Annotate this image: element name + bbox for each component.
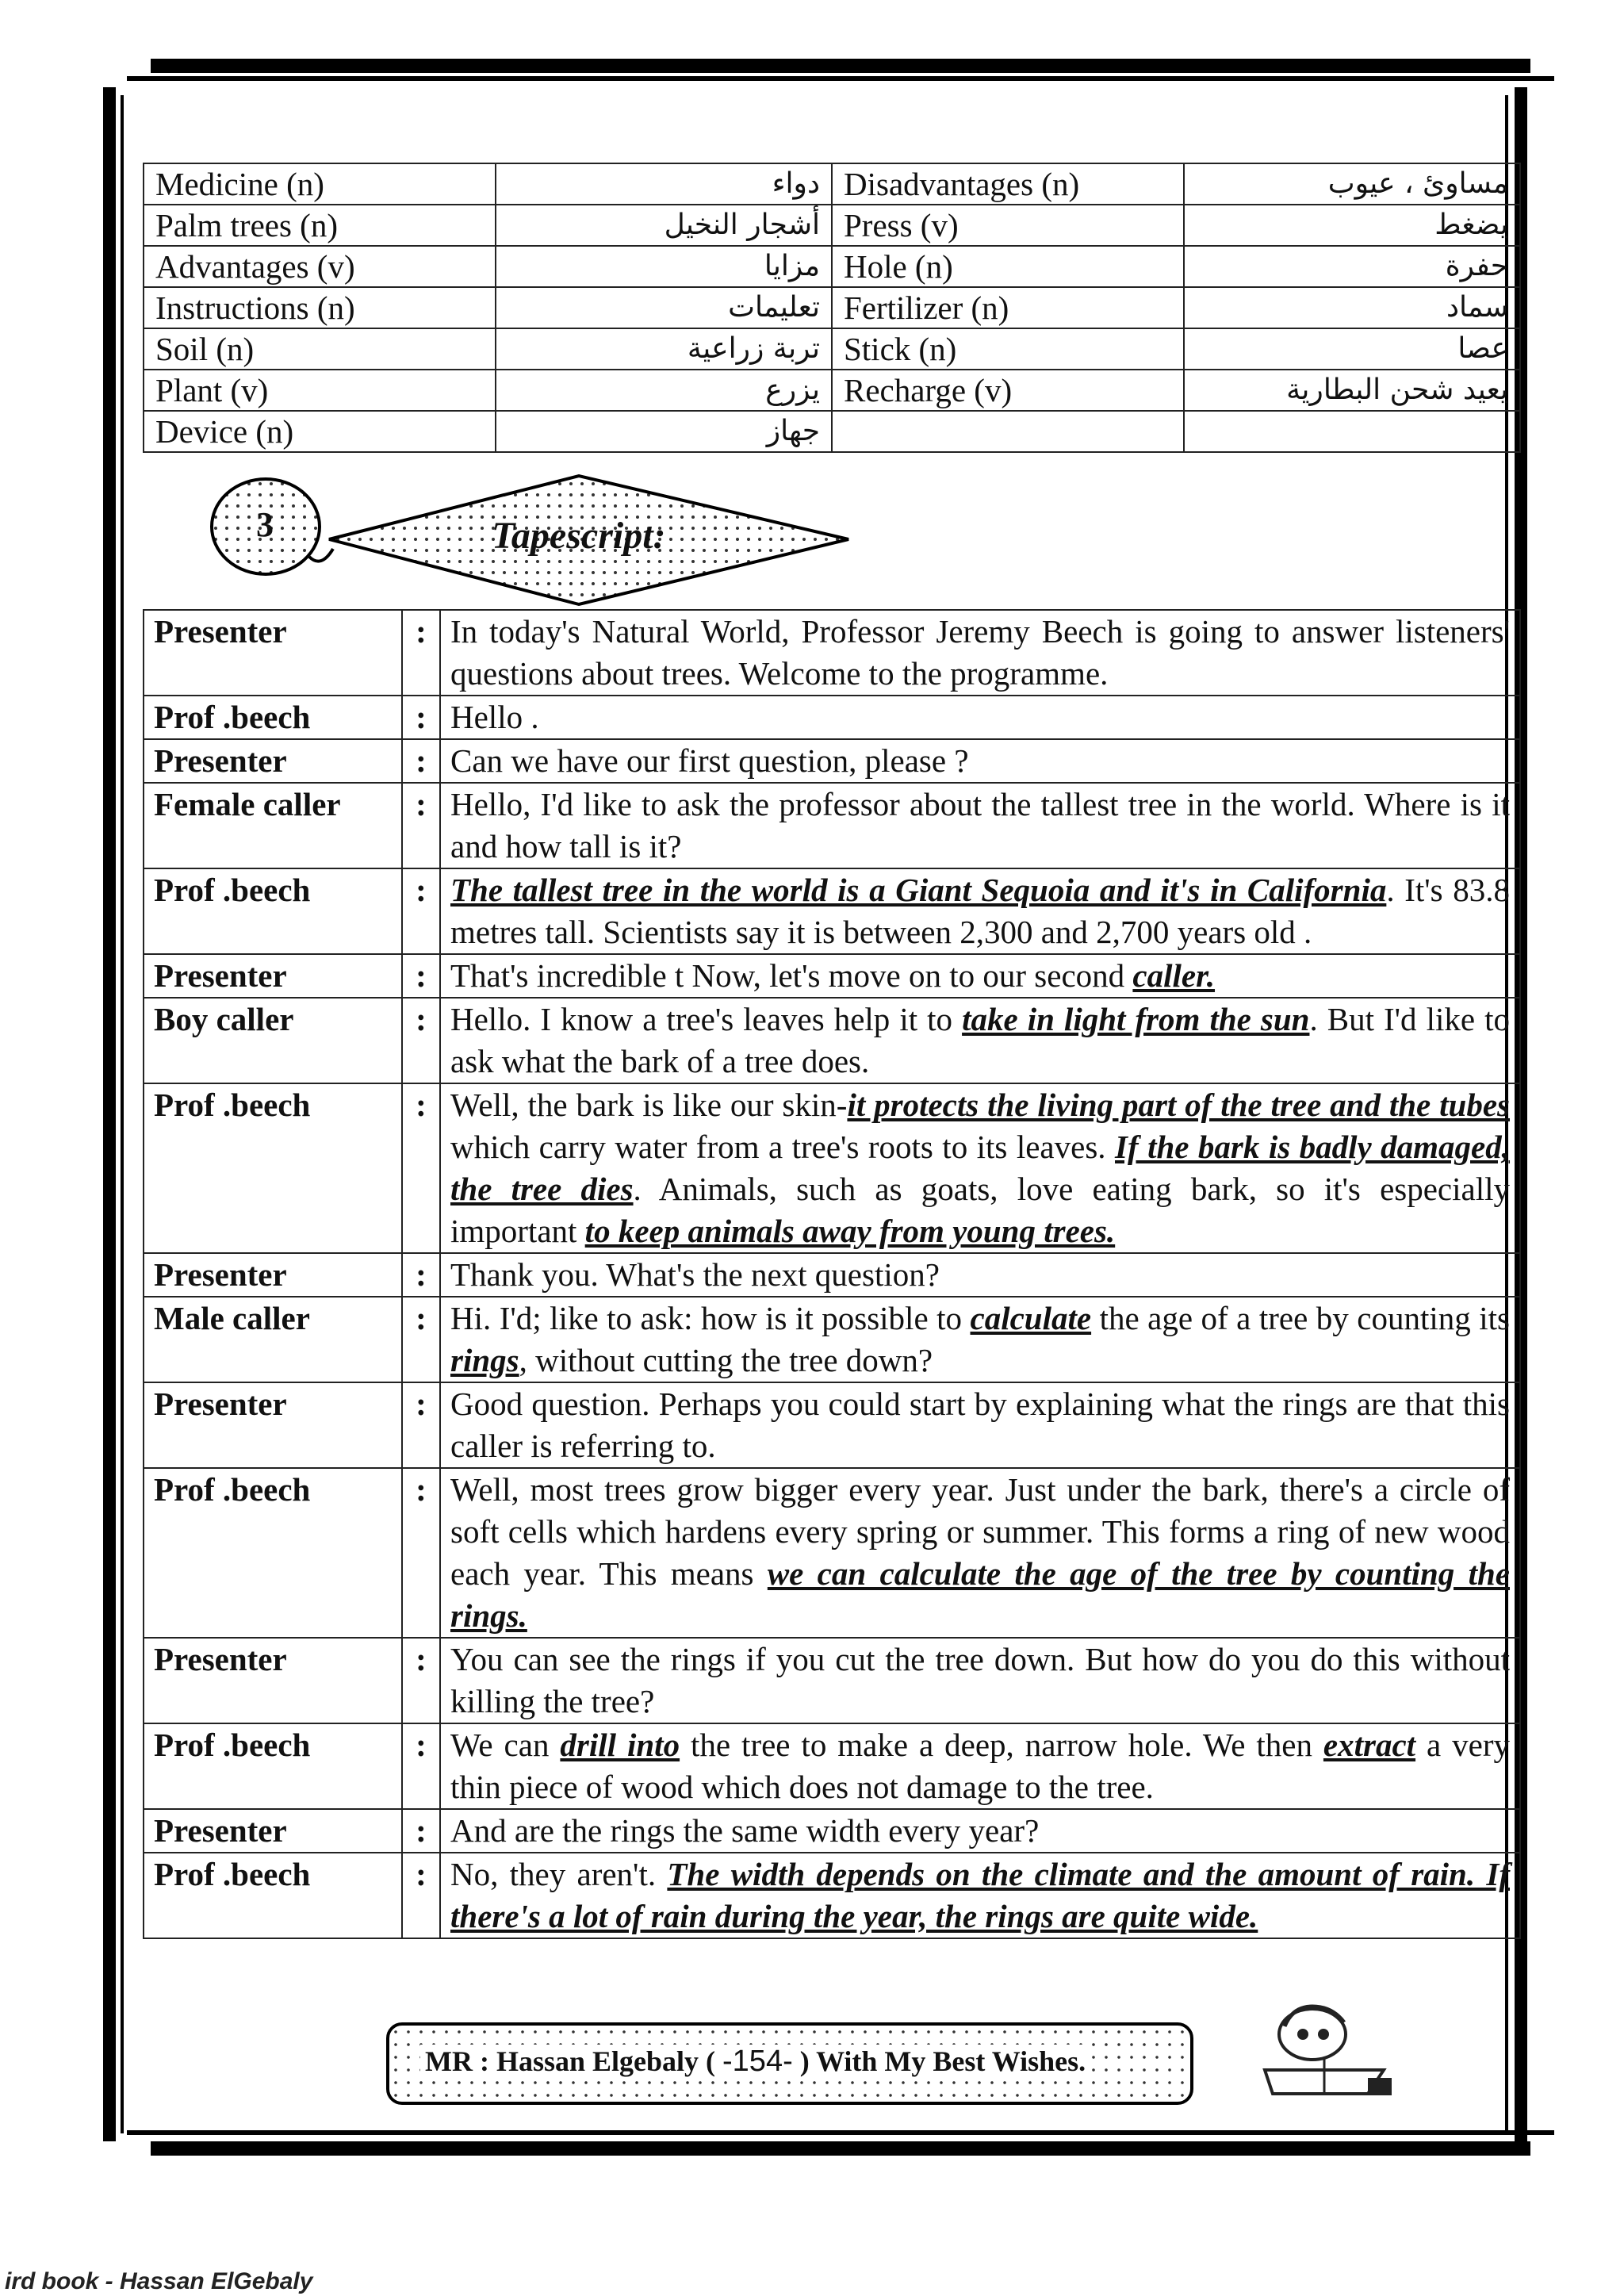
speaker-name: Prof .beech (144, 1083, 402, 1253)
vocab-arabic-1: مزايا (496, 246, 832, 287)
highlighted-phrase: drill into (560, 1727, 680, 1763)
frame-top-border (151, 59, 1530, 73)
colon-separator: : (402, 1253, 440, 1297)
vocab-arabic-2: يضغط (1184, 205, 1520, 246)
highlighted-phrase: caller. (1132, 957, 1216, 994)
dialogue-text (440, 1468, 1520, 1638)
dialogue-segment: the tree to make a deep, narrow hole. We then (680, 1727, 1323, 1763)
colon-separator: : (402, 1638, 440, 1723)
script-row (144, 1468, 1520, 1638)
dialogue-text (440, 998, 1520, 1083)
dialogue-segment: Thank you. What's the next question? (450, 1256, 940, 1293)
vocab-row (144, 411, 1520, 452)
speaker-name: Prof .beech (144, 868, 402, 954)
vocab-arabic-2: سماد (1184, 287, 1520, 328)
dialogue-segment: , without cutting the tree down? (519, 1342, 933, 1378)
tapescript-table (143, 609, 1521, 1939)
dialogue-segment: In today's Natural World, Professor Jeremy Beech is going to answer listeners' questions about trees. Welcome to the programme. (450, 613, 1510, 692)
tapescript-table-body (144, 610, 1520, 1938)
dialogue-segment: Can we have our first question, please ? (450, 742, 969, 779)
speaker-name: Prof .beech (144, 696, 402, 739)
colon-separator: : (402, 783, 440, 868)
book-corner-label: ird book - Hassan ElGebaly (5, 2268, 313, 2294)
footer-author: MR : Hassan Elgebaly ( (425, 2045, 716, 2077)
dialogue-text (440, 868, 1520, 954)
speaker-name: Presenter (144, 1638, 402, 1723)
vocab-english-2: Stick (n) (832, 328, 1184, 370)
vocab-english-1: Medicine (n) (144, 163, 496, 205)
footer-wishes: ) With My Best Wishes. (799, 2045, 1086, 2077)
dialogue-segment: You can see the rings if you cut the tree down. But how do you do this without killing the tree? (450, 1641, 1510, 1719)
vocab-arabic-2 (1184, 411, 1520, 452)
vocab-arabic-2: يعيد شحن البطارية (1184, 370, 1520, 411)
highlighted-phrase: The width depends on the climate and the amount of rain. If there's a lot of rain during the year, the rings are quite wide. (450, 1856, 1510, 1934)
colon-separator: : (402, 1809, 440, 1853)
section-number: 3 (256, 505, 274, 544)
speaker-name: Presenter (144, 1382, 402, 1468)
frame-left-border (103, 87, 116, 2141)
colon-separator: : (402, 1468, 440, 1638)
speaker-name: Presenter (144, 954, 402, 998)
dialogue-text (440, 1382, 1520, 1468)
vocab-row (144, 163, 1520, 205)
script-row (144, 868, 1520, 954)
script-row (144, 610, 1520, 696)
dialogue-segment: . It's 83.8 metres tall. Scientists say it is between 2,300 and 2,700 years old . (450, 872, 1511, 950)
dialogue-segment: Hello . (450, 699, 539, 735)
dialogue-segment: No, they aren't. (450, 1856, 668, 1892)
highlighted-phrase: we can calculate the age of the tree by counting the rings. (450, 1555, 1510, 1634)
dialogue-text (440, 739, 1520, 783)
frame-bottom-border (151, 2141, 1530, 2156)
colon-separator: : (402, 1083, 440, 1253)
speaker-name: Female caller (144, 783, 402, 868)
vocab-arabic-1: يزرع (496, 370, 832, 411)
dialogue-text (440, 1638, 1520, 1723)
frame-left-inner-border (121, 95, 124, 2133)
script-row (144, 739, 1520, 783)
colon-separator: : (402, 610, 440, 696)
vocab-arabic-1: أشجار النخيل (496, 205, 832, 246)
script-row (144, 1253, 1520, 1297)
dialogue-text (440, 783, 1520, 868)
colon-separator: : (402, 1853, 440, 1938)
dialogue-text (440, 1809, 1520, 1853)
colon-separator: : (402, 954, 440, 998)
dialogue-text (440, 696, 1520, 739)
dialogue-segment: . Animals, such as goats, love eating bark, so it's especially important (450, 1171, 1510, 1249)
vocab-arabic-2: عصا (1184, 328, 1520, 370)
speaker-name: Presenter (144, 1253, 402, 1297)
script-row (144, 1723, 1520, 1809)
vocab-english-1: Plant (v) (144, 370, 496, 411)
dialogue-segment: Hi. I'd; like to ask: how is it possible to (450, 1300, 971, 1336)
highlighted-phrase: rings (450, 1342, 519, 1378)
speaker-name: Prof .beech (144, 1468, 402, 1638)
dialogue-segment: Hello. I know a tree's leaves help it to (450, 1001, 963, 1037)
dialogue-segment: the age of a tree by counting its (1091, 1300, 1510, 1336)
script-row (144, 783, 1520, 868)
vocab-english-1: Advantages (v) (144, 246, 496, 287)
vocab-row (144, 287, 1520, 328)
dialogue-segment: Good question. Perhaps you could start by explaining what the rings are that this caller is referring to. (450, 1386, 1510, 1464)
section-title: Tapescript: (492, 515, 666, 557)
vocab-english-2: Fertilizer (n) (832, 287, 1184, 328)
highlighted-phrase: to keep animals away from young trees. (584, 1213, 1116, 1249)
script-row (144, 1297, 1520, 1382)
reading-character-icon (1249, 2003, 1400, 2106)
highlighted-phrase: take in light from the sun (962, 1001, 1310, 1037)
speaker-name: Prof .beech (144, 1853, 402, 1938)
vocab-arabic-1: تعليمات (496, 287, 832, 328)
page-number: -154- (722, 2045, 793, 2078)
vocab-arabic-1: جهاز (496, 411, 832, 452)
dialogue-segment: And are the rings the same width every year? (450, 1812, 1040, 1849)
speaker-name: Presenter (144, 610, 402, 696)
dialogue-segment: That's incredible t Now, let's move on to our second (450, 957, 1133, 994)
colon-separator: : (402, 998, 440, 1083)
highlighted-phrase: If the bark is badly damaged, the tree dies (450, 1129, 1511, 1207)
vocab-arabic-1: دواء (496, 163, 832, 205)
speaker-name: Presenter (144, 739, 402, 783)
vocab-english-2: Recharge (v) (832, 370, 1184, 411)
dialogue-segment: . But I'd like to ask what the bark of a tree does. (450, 1001, 1510, 1079)
vocab-english-1: Soil (n) (144, 328, 496, 370)
speaker-name: Boy caller (144, 998, 402, 1083)
dialogue-text (440, 954, 1520, 998)
script-row (144, 1638, 1520, 1723)
script-row (144, 696, 1520, 739)
dialogue-segment: We can (450, 1727, 561, 1763)
dialogue-segment: Well, the bark is like our skin- (450, 1087, 848, 1123)
dialogue-text (440, 610, 1520, 696)
vocab-english-2: Press (v) (832, 205, 1184, 246)
frame-bottom-inner-border (127, 2130, 1554, 2135)
colon-separator: : (402, 1382, 440, 1468)
footer-text (420, 2045, 1090, 2079)
vocab-arabic-2: مساوئ ، عيوب (1184, 163, 1520, 205)
script-row (144, 1809, 1520, 1853)
dialogue-text (440, 1083, 1520, 1253)
script-row (144, 1853, 1520, 1938)
highlighted-phrase: it protects the living part of the tree and the tubes (847, 1087, 1510, 1123)
vocab-row (144, 205, 1520, 246)
frame-top-inner-border (127, 76, 1554, 81)
speaker-name: Prof .beech (144, 1723, 402, 1809)
colon-separator: : (402, 739, 440, 783)
vocab-english-1: Device (n) (144, 411, 496, 452)
vocabulary-table-body (144, 163, 1520, 452)
vocab-english-1: Palm trees (n) (144, 205, 496, 246)
vocab-row (144, 328, 1520, 370)
script-row (144, 954, 1520, 998)
vocab-row (144, 246, 1520, 287)
dialogue-segment: Well, most trees grow bigger every year. Just under the bark, there's a circle of soft cells which hardens every spring or summer. This forms a ring of new wood each year. This means (450, 1471, 1510, 1592)
speaker-name: Presenter (144, 1809, 402, 1853)
vocab-english-2: Disadvantages (n) (832, 163, 1184, 205)
vocab-arabic-2: حفرة (1184, 246, 1520, 287)
highlighted-phrase: The tallest tree in the world is a Giant Sequoia and it's in California (450, 872, 1387, 908)
highlighted-phrase: calculate (970, 1300, 1092, 1336)
dialogue-text (440, 1253, 1520, 1297)
vocab-english-2 (832, 411, 1184, 452)
colon-separator: : (402, 1297, 440, 1382)
colon-separator: : (402, 1723, 440, 1809)
vocab-row (144, 370, 1520, 411)
dialogue-segment: a very thin piece of wood which does not damage to the tree. (450, 1727, 1510, 1805)
dialogue-text (440, 1853, 1520, 1938)
speaker-name: Male caller (144, 1297, 402, 1382)
script-row (144, 1083, 1520, 1253)
script-row (144, 1382, 1520, 1468)
dialogue-text (440, 1723, 1520, 1809)
dialogue-segment: which carry water from a tree's roots to its leaves. (450, 1129, 1115, 1165)
dialogue-segment: Hello, I'd like to ask the professor about the tallest tree in the world. Where is it and how tall is it? (450, 786, 1510, 864)
vocab-arabic-1: تربة زراعية (496, 328, 832, 370)
script-row (144, 998, 1520, 1083)
vocab-english-1: Instructions (n) (144, 287, 496, 328)
colon-separator: : (402, 868, 440, 954)
highlighted-phrase: extract (1323, 1727, 1416, 1763)
vocabulary-table (143, 163, 1521, 453)
colon-separator: : (402, 696, 440, 739)
dialogue-text (440, 1297, 1520, 1382)
vocab-english-2: Hole (n) (832, 246, 1184, 287)
